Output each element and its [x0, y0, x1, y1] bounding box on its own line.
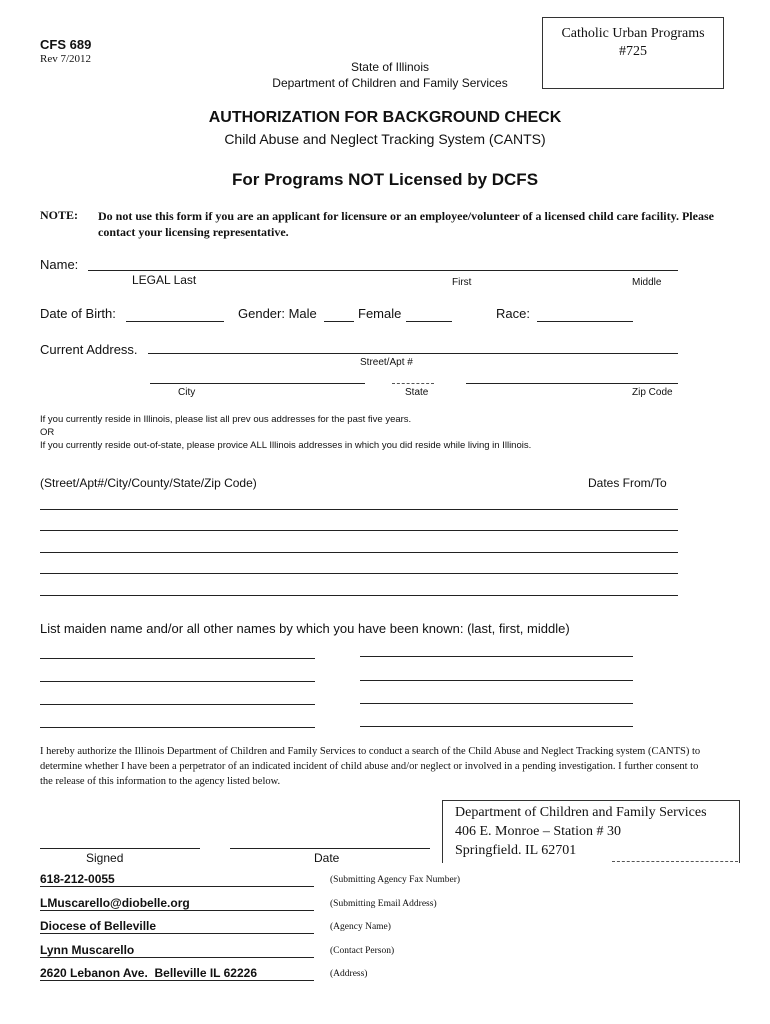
other-name-field-7[interactable]	[40, 727, 315, 728]
agency-stamp-box	[542, 17, 724, 89]
stamp-line-2: #725	[619, 44, 647, 59]
date-caption: Date	[314, 851, 340, 865]
agency-address-caption: (Address)	[330, 969, 368, 979]
agency-contact-row	[40, 943, 500, 961]
department-name: Department of Children and Family Services	[272, 76, 508, 90]
agency-email-row	[40, 896, 500, 914]
form-subtitle: Child Abuse and Neglect Tracking System (CANTS)	[224, 131, 546, 147]
agency-address-row	[40, 966, 500, 984]
dcfs-box-bottom	[612, 861, 738, 862]
female-label: Female	[358, 306, 402, 321]
zip-field[interactable]	[466, 383, 678, 384]
agency-fax-value[interactable]: 618-212-0055	[40, 872, 314, 887]
race-field[interactable]	[537, 321, 633, 322]
state-caption: State	[405, 387, 429, 398]
agency-name-value[interactable]: Diocese of Belleville	[40, 919, 314, 934]
address-history-line-3[interactable]	[40, 552, 678, 553]
state-name: State of Illinois	[350, 60, 430, 74]
address-history-line-5[interactable]	[40, 595, 678, 596]
signature-caption: Signed	[86, 851, 124, 865]
street-field[interactable]	[148, 353, 678, 354]
dob-field[interactable]	[126, 321, 224, 322]
other-name-field-6[interactable]	[360, 703, 633, 704]
address-history-line-4[interactable]	[40, 573, 678, 574]
name-middle-caption: Middle	[632, 277, 662, 288]
authorization-text: I hereby authorize the Illinois Department of Children and Family Services to conduct a search of the Child Abuse and Neglect Tracking system (CANTS) to determine whether I have been a perpetrator of an indicated incident of child abuse and/or neglect or involved in a pending investigation. I further consent to the release of this information to the agency listed below.	[40, 746, 701, 787]
dcfs-address-box	[442, 800, 740, 863]
city-caption: City	[178, 387, 196, 398]
instruction-line-1: If you currently reside in Illinois, please list all prev ous addresses for the past five years.	[40, 414, 412, 425]
other-name-field-3[interactable]	[40, 681, 315, 682]
agency-fax-caption: (Submitting Agency Fax Number)	[330, 875, 461, 885]
other-name-field-5[interactable]	[40, 704, 315, 705]
address-history-header: (Street/Apt#/City/County/State/Zip Code)	[40, 476, 257, 490]
dates-from-to-header: Dates From/To	[588, 476, 667, 490]
name-first-caption: First	[452, 277, 472, 288]
agency-contact-caption: (Contact Person)	[330, 946, 395, 956]
address-history-line-2[interactable]	[40, 530, 678, 531]
name-field[interactable]	[88, 270, 678, 271]
other-name-field-2[interactable]	[360, 656, 633, 657]
note-text: Do not use this form if you are an applicant for licensure or an employee/volunteer of a licensed child care facility. Please contact your licensing representative.	[98, 209, 714, 239]
name-last-caption: LEGAL Last	[132, 273, 197, 287]
agency-contact-value[interactable]: Lynn Muscarello	[40, 943, 314, 958]
street-caption: Street/Apt #	[360, 357, 413, 368]
form-code: CFS 689	[40, 37, 92, 52]
gender-label: Gender: Male	[238, 306, 317, 321]
agency-fax-row	[40, 872, 500, 890]
stamp-line-1: Catholic Urban Programs	[561, 26, 705, 41]
agency-email-caption: (Submitting Email Address)	[330, 899, 437, 909]
race-label: Race:	[496, 306, 530, 321]
form-revision: Rev 7/2012	[40, 53, 92, 65]
agency-email-value[interactable]: LMuscarello@diobelle.org	[40, 896, 314, 911]
state-field[interactable]	[392, 383, 434, 384]
address-history-line-1[interactable]	[40, 509, 678, 510]
agency-name-row	[40, 919, 500, 937]
note-label: NOTE:	[40, 208, 79, 222]
gender-male-field[interactable]	[324, 321, 354, 322]
address-label: Current Address.	[40, 342, 138, 357]
other-name-field-4[interactable]	[360, 680, 633, 681]
dcfs-address-line-2: 406 E. Monroe – Station # 30	[455, 824, 622, 839]
form-title: AUTHORIZATION FOR BACKGROUND CHECK	[208, 109, 562, 126]
other-names-label: List maiden name and/or all other names by which you have been known: (last, first, middle)	[40, 621, 570, 636]
name-label: Name:	[40, 257, 79, 272]
dcfs-address-line-1: Department of Children and Family Services	[455, 805, 707, 820]
city-field[interactable]	[150, 383, 365, 384]
other-name-field-8[interactable]	[360, 726, 633, 727]
signature-field[interactable]	[40, 848, 200, 849]
agency-address-value[interactable]: 2620 Lebanon Ave. Belleville IL 62226	[40, 966, 314, 981]
dob-label: Date of Birth:	[40, 306, 116, 321]
program-heading: For Programs NOT Licensed by DCFS	[231, 170, 539, 189]
instruction-or: OR	[40, 427, 55, 438]
gender-female-field[interactable]	[406, 321, 452, 322]
dcfs-address-line-3: Springfield. IL 62701	[455, 843, 577, 858]
date-field[interactable]	[230, 848, 430, 849]
instruction-line-2: If you currently reside out-of-state, please provice ALL Illinois addresses in which you did reside while living in Illinois.	[40, 440, 532, 451]
zip-caption: Zip Code	[632, 387, 673, 398]
other-name-field-1[interactable]	[40, 658, 315, 659]
agency-name-caption: (Agency Name)	[330, 922, 391, 932]
